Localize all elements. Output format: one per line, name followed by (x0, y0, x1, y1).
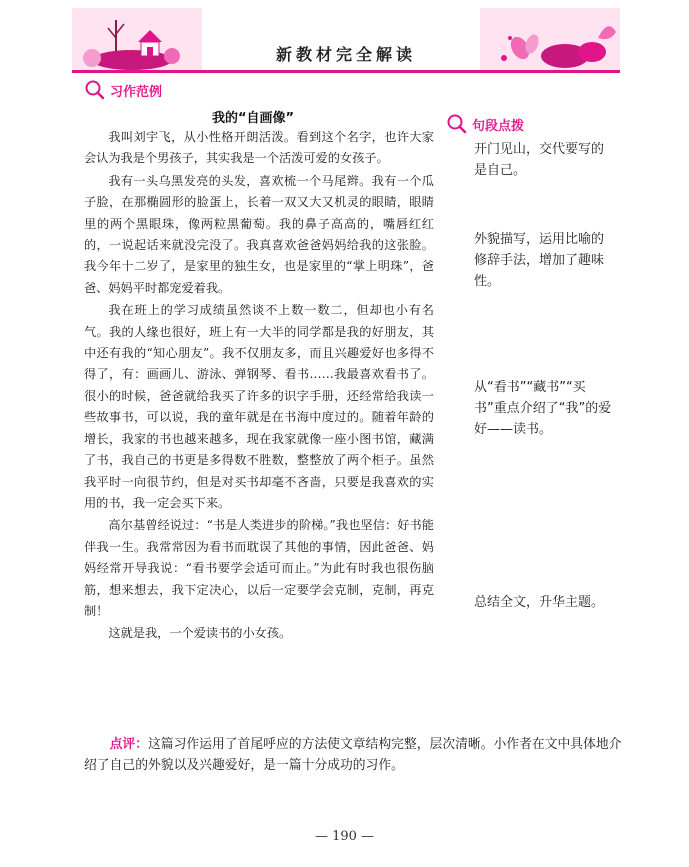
essay-paragraph: 我有一头乌黑发亮的头发，喜欢梳一个马尾辫。我有一个瓜子脸，在那椭圆形的脸蛋上，长着一双又大又机灵的眼睛，眼睛里的两个黑眼珠，像两粒黑葡萄。我的鼻子高高的，嘴唇红红的，一说起话来就没完没了。我真喜欢爸爸妈妈给我的这张脸。我今年十二岁了，是家里的独生女，也是家里的“掌上明珠”，爸爸、妈妈平时都宠爱着我。 (84, 173, 434, 295)
comment-block (84, 734, 624, 776)
section-tips-label: 句段点拨 (472, 118, 525, 134)
tip-note: 总结全文，升华主题。 (474, 595, 605, 610)
book-title: 新教材完全解读 (275, 45, 416, 64)
comment-text: 这篇习作运用了首尾呼应的方法使文章结构完整，层次清晰。小作者在文中具体地介绍了自己的外貌以及兴趣爱好，是一篇十分成功的习作。 (84, 737, 622, 773)
essay-body (84, 127, 434, 646)
tip-note: 从“看书”“藏书”“买书”重点介绍了“我”的爱好——读书。 (474, 380, 612, 437)
essay-paragraph: 这就是我，一个爱读书的小女孩。 (108, 626, 292, 641)
section-tips-heading (446, 113, 524, 135)
comment-label: 点评： (109, 737, 148, 752)
essay-paragraph: 我叫刘宇飞，从小性格开朗活泼。看到这个名字，也许大家会认为我是个男孩子，其实我是一个活泼可爱的女孩子。 (84, 130, 434, 166)
section-example-heading (84, 79, 162, 101)
essay-title: 我的“自画像” (212, 111, 295, 126)
page-header (72, 8, 620, 76)
header-rule (72, 70, 620, 73)
section-example-label: 习作范例 (110, 84, 163, 100)
essay-paragraph: 高尔基曾经说过：“书是人类进步的阶梯。”我也坚信：好书能伴我一生。我常常因为看书而耽误了其他的事情，因此爸爸、妈妈经常开导我说：“看书要学会适可而止。”为此有时我也很伤脑筋，想来想去，我下定决心，以后一定要学会克制，克制，再克制！ (84, 518, 434, 618)
essay-paragraph: 我在班上的学习成绩虽然谈不上数一数二，但却也小有名气。我的人缘也很好，班上有一大半的同学都是我的好朋友，其中还有我的“知心朋友”。我不仅朋友多，而且兴趣爱好也多得不得了，有：画画儿、游泳、弹钢琴、看书……我最喜欢看书了。很小的时候，爸爸就给我买了许多的识字手册，还经常给我读一些故事书，可以说，我的童年就是在书海中度过的。随着年龄的增长，我家的书也越来越多，现在我家就像一座小图书馆，藏满了书，我自己的书更是多得数不胜数，整整放了两个柜子。虽然我平时一向很节约，但是对买书却毫不吝啬，只要是我喜欢的实用的书，我一定会买下来。 (84, 303, 434, 510)
tip-note: 开门见山，交代要写的是自己。 (474, 142, 605, 178)
page-number: — 190 — (314, 829, 375, 844)
tip-note: 外貌描写，运用比喻的修辞手法，增加了趣味性。 (474, 232, 605, 289)
magnifier-icon (446, 113, 468, 135)
magnifier-icon (84, 79, 106, 101)
